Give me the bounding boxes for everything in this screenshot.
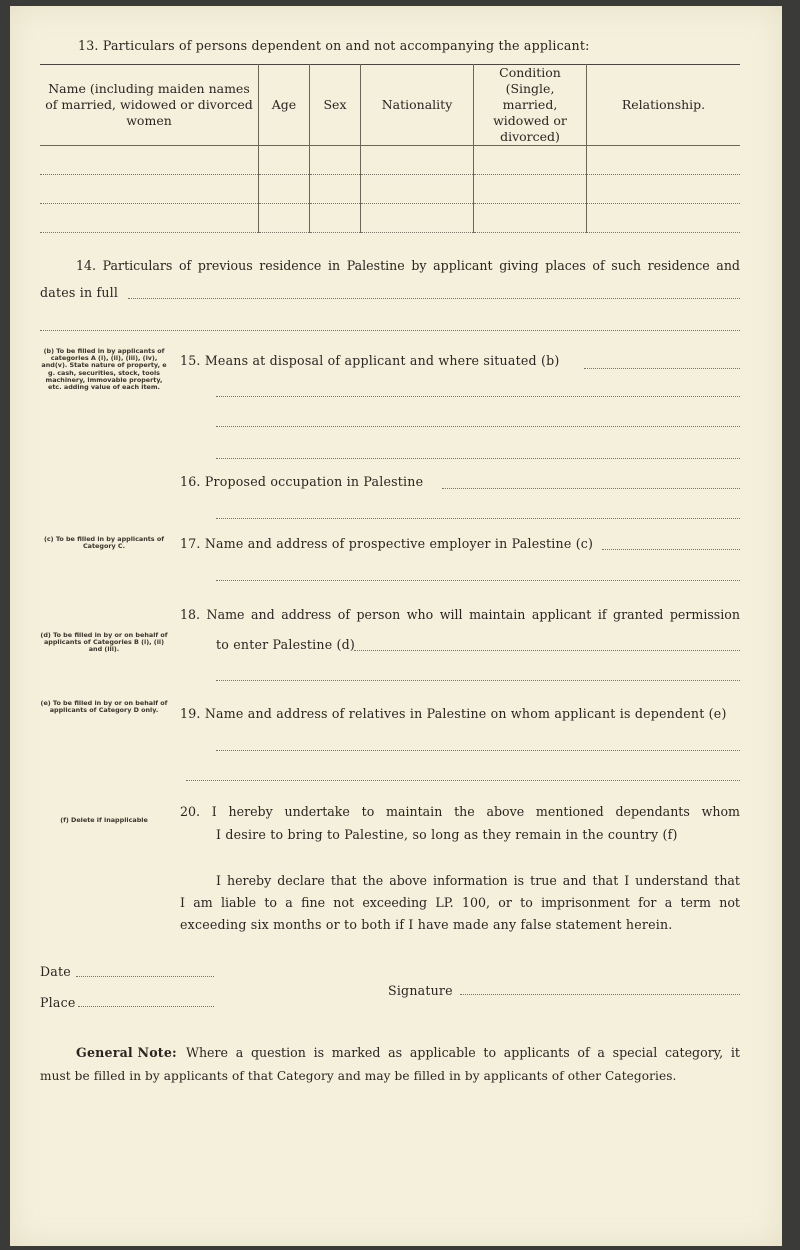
question-15: 15. Means at disposal of applicant and where situated (b) bbox=[180, 353, 560, 368]
employer-field-1[interactable] bbox=[602, 549, 740, 550]
column-relationship: Relationship. bbox=[587, 65, 741, 146]
residence-field-1[interactable] bbox=[128, 298, 740, 299]
question-20-line2: I desire to bring to Palestine, so long as they remain in the country (f) bbox=[216, 827, 678, 842]
question-14-line1: 14. Particulars of previous residence in Palestine by applicant giving places of such residence and bbox=[76, 258, 740, 273]
column-nationality: Nationality bbox=[361, 65, 474, 146]
table-row bbox=[40, 204, 740, 233]
column-age: Age bbox=[259, 65, 310, 146]
note-f: (f) Delete if inapplicable bbox=[60, 816, 148, 824]
occupation-field-1[interactable] bbox=[442, 488, 740, 489]
relatives-field-1[interactable] bbox=[216, 750, 740, 751]
note-e: (e) To be filled in by or on behalf of applicants of Category D only. bbox=[40, 699, 168, 715]
residence-field-2[interactable] bbox=[40, 330, 740, 331]
note-b: (b) To be filled in by applicants of categories A (i), (ii), (iii), (iv), and(v). State nature of property, e g. cash, securities, stock, tools machinery, immovable property, etc. adding value of each item. bbox=[41, 347, 167, 392]
place-field[interactable] bbox=[78, 1006, 214, 1007]
question-20-line1: 20. I hereby undertake to maintain the above mentioned dependants whom bbox=[180, 804, 740, 819]
declaration-line1: I hereby declare that the above information is true and that I understand that bbox=[216, 873, 740, 888]
means-field-2[interactable] bbox=[216, 396, 740, 397]
declaration-line3: exceeding six months or to both if I have made any false statement herein. bbox=[180, 917, 673, 932]
signature-field[interactable] bbox=[460, 994, 740, 995]
general-note-line2: must be filled in by applicants of that Category and may be filled in by applicants of other Categories. bbox=[40, 1069, 677, 1083]
means-field-4[interactable] bbox=[216, 458, 740, 459]
column-name: Name (including maiden names of married, widowed or divorced women bbox=[40, 65, 259, 146]
column-sex: Sex bbox=[310, 65, 361, 146]
signature-label: Signature bbox=[388, 983, 453, 998]
dependents-table bbox=[40, 64, 740, 233]
relatives-field-2[interactable] bbox=[186, 780, 740, 781]
question-16: 16. Proposed occupation in Palestine bbox=[180, 474, 424, 489]
occupation-field-2[interactable] bbox=[216, 518, 740, 519]
column-condition: Condition (Single, married, widowed or divorced) bbox=[474, 65, 587, 146]
question-18-line1: 18. Name and address of person who will maintain applicant if granted permission bbox=[180, 607, 740, 622]
question-19: 19. Name and address of relatives in Palestine on whom applicant is dependent (e) bbox=[180, 706, 727, 721]
date-label: Date bbox=[40, 964, 71, 979]
date-field[interactable] bbox=[76, 976, 214, 977]
question-13-title: 13. Particulars of persons dependent on and not accompanying the applicant: bbox=[78, 38, 590, 53]
means-field-3[interactable] bbox=[216, 426, 740, 427]
note-d: (d) To be filled in by or on behalf of applicants of Categories B (i), (ii) and (iii). bbox=[40, 631, 168, 654]
question-18-line2: to enter Palestine (d) bbox=[216, 637, 356, 652]
note-c: (c) To be filled in by applicants of Category C. bbox=[43, 535, 165, 551]
means-field-1[interactable] bbox=[584, 368, 740, 369]
employer-field-2[interactable] bbox=[216, 580, 740, 581]
table-row bbox=[40, 175, 740, 204]
table-row bbox=[40, 146, 740, 175]
question-14-line2: dates in full bbox=[40, 285, 119, 300]
maintainer-field-2[interactable] bbox=[216, 680, 740, 681]
form-page bbox=[10, 6, 782, 1246]
declaration-line2: I am liable to a fine not exceeding LP. 100, or to imprisonment for a term not bbox=[180, 895, 740, 910]
general-note-line1: Where a question is marked as applicable to applicants of a special category, it bbox=[186, 1045, 740, 1060]
maintainer-field-1[interactable] bbox=[354, 650, 740, 651]
general-note-label: General Note: bbox=[76, 1045, 177, 1060]
question-17: 17. Name and address of prospective employer in Palestine (c) bbox=[180, 536, 594, 551]
place-label: Place bbox=[40, 995, 76, 1010]
